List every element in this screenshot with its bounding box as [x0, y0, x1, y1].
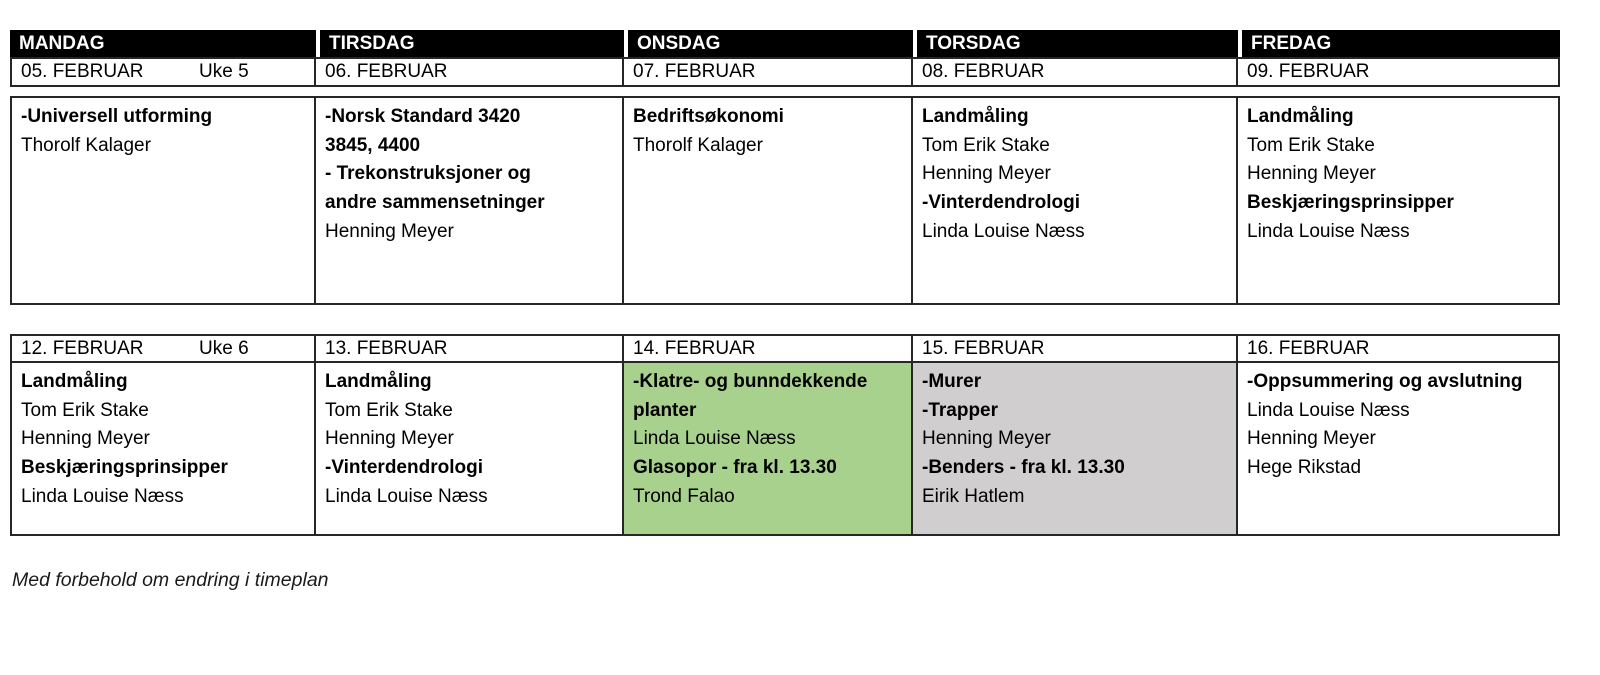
schedule-line: planter — [633, 399, 697, 421]
date-label: 07. FEBRUAR — [633, 61, 756, 82]
schedule-line: Henning Meyer — [325, 220, 454, 242]
schedule-cell — [316, 363, 624, 536]
schedule-line: Trond Falao — [633, 485, 735, 507]
week-number-label: Uke 5 — [199, 61, 249, 82]
date-label: 06. FEBRUAR — [325, 61, 448, 82]
schedule-line: Linda Louise Næss — [1247, 399, 1410, 421]
schedule-line: Linda Louise Næss — [1247, 220, 1410, 242]
schedule-line: andre sammensetninger — [325, 192, 545, 214]
date-cell — [913, 57, 1238, 87]
schedule-cell — [624, 363, 913, 536]
schedule-line: Henning Meyer — [922, 163, 1051, 185]
day-header-row — [10, 30, 1560, 57]
schedule-line: -Murer — [922, 371, 982, 392]
date-cell — [316, 334, 624, 363]
schedule-line: Landmåling — [922, 106, 1029, 127]
schedule-line: Henning Meyer — [21, 428, 150, 450]
day-header-tirsdag: TIRSDAG — [316, 30, 624, 57]
week2-content-row — [10, 363, 1560, 536]
schedule-cell — [1238, 363, 1560, 536]
schedule-line: Tom Erik Stake — [922, 134, 1050, 156]
schedule-line: Tom Erik Stake — [1247, 134, 1375, 156]
week1-content-row — [10, 96, 1560, 305]
schedule-line: -Klatre- og bunndekkende — [633, 371, 868, 392]
schedule-line: Linda Louise Næss — [21, 485, 184, 507]
schedule-line: Linda Louise Næss — [325, 485, 488, 507]
date-label: 08. FEBRUAR — [922, 61, 1045, 82]
schedule-line: Hege Rikstad — [1247, 457, 1362, 479]
schedule-line: Linda Louise Næss — [633, 428, 796, 450]
day-header-torsdag: TORSDAG — [913, 30, 1238, 57]
schedule-cell — [1238, 96, 1560, 305]
schedule-cell — [913, 363, 1238, 536]
schedule-line: Henning Meyer — [922, 428, 1051, 450]
date-cell — [316, 57, 624, 87]
date-cell — [913, 334, 1238, 363]
schedule-line: Eirik Hatlem — [922, 485, 1025, 507]
date-label: 14. FEBRUAR — [633, 337, 756, 359]
schedule-line: Beskjæringsprinsipper — [21, 457, 228, 479]
schedule-line: -Norsk Standard 3420 — [325, 106, 521, 127]
schedule-line: Thorolf Kalager — [633, 134, 763, 156]
week-number-label: Uke 6 — [199, 337, 249, 359]
schedule-cell — [10, 363, 316, 536]
schedule-line: Henning Meyer — [1247, 163, 1376, 185]
schedule-line: Tom Erik Stake — [325, 399, 453, 421]
week2-date-row — [10, 334, 1560, 363]
schedule-line: Henning Meyer — [1247, 428, 1376, 450]
schedule-line: -Benders - fra kl. 13.30 — [922, 457, 1125, 479]
schedule-cell — [10, 96, 316, 305]
week1-date-row — [10, 57, 1560, 87]
date-cell — [1238, 57, 1560, 87]
date-label: 05. FEBRUAR — [21, 61, 144, 82]
date-label: 13. FEBRUAR — [325, 337, 448, 359]
schedule-cell — [624, 96, 913, 305]
schedule-line: Linda Louise Næss — [922, 220, 1085, 242]
day-header-mandag: MANDAG — [10, 30, 316, 57]
schedule-line: - Trekonstruksjoner og — [325, 163, 531, 185]
schedule-line: -Vinterdendrologi — [325, 457, 483, 479]
schedule-cell — [316, 96, 624, 305]
schedule-line: -Oppsummering og avslutning — [1247, 371, 1523, 392]
date-cell — [624, 334, 913, 363]
date-cell — [624, 57, 913, 87]
schedule-line: Beskjæringsprinsipper — [1247, 192, 1454, 214]
schedule-line: 3845, 4400 — [325, 134, 421, 156]
date-cell — [1238, 334, 1560, 363]
schedule-line: Landmåling — [325, 371, 432, 392]
date-label: 16. FEBRUAR — [1247, 337, 1370, 359]
date-cell — [10, 334, 316, 363]
schedule-line: Landmåling — [21, 371, 128, 392]
schedule-line: Landmåling — [1247, 106, 1354, 127]
schedule-line: -Universell utforming — [21, 106, 213, 127]
footer-note: Med forbehold om endring i timeplan — [12, 569, 329, 591]
schedule-line: Bedriftsøkonomi — [633, 106, 784, 127]
date-label: 15. FEBRUAR — [922, 337, 1045, 359]
day-header-onsdag: ONSDAG — [624, 30, 913, 57]
date-label: 09. FEBRUAR — [1247, 61, 1370, 82]
schedule-line: -Vinterdendrologi — [922, 192, 1080, 214]
schedule-line: Henning Meyer — [325, 428, 454, 450]
date-label: 12. FEBRUAR — [21, 337, 144, 359]
day-header-fredag: FREDAG — [1238, 30, 1560, 57]
schedule-cell — [913, 96, 1238, 305]
schedule-line: Thorolf Kalager — [21, 134, 151, 156]
schedule-line: -Trapper — [922, 399, 999, 421]
date-cell — [10, 57, 316, 87]
schedule-line: Tom Erik Stake — [21, 399, 149, 421]
schedule-line: Glasopor - fra kl. 13.30 — [633, 457, 837, 479]
